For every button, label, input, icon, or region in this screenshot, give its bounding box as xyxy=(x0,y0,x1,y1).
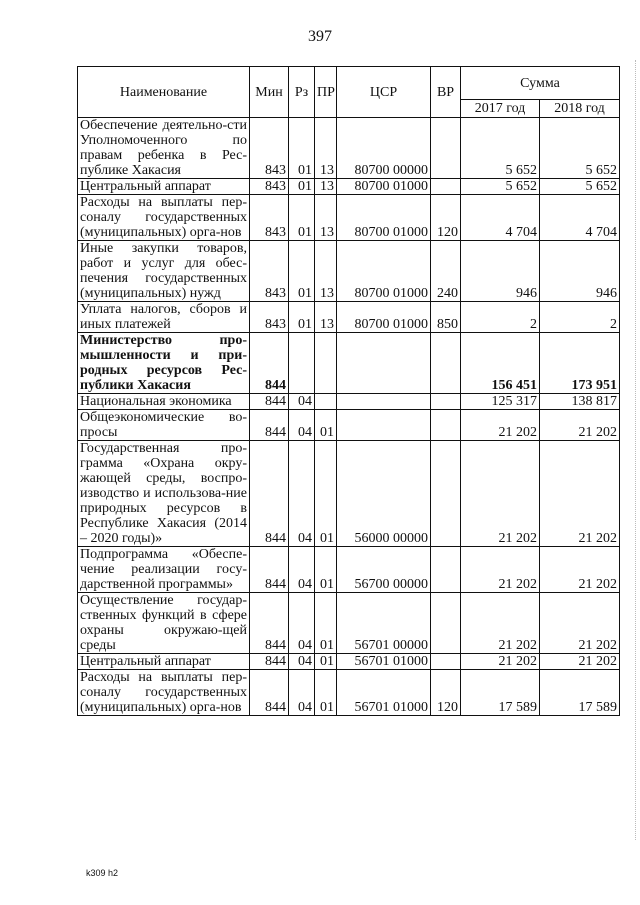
cell-vr xyxy=(431,410,461,441)
cell-pr: 01 xyxy=(315,547,337,593)
cell-rz: 01 xyxy=(289,195,315,241)
table-row xyxy=(78,441,620,547)
cell-sum-2018: 5 652 xyxy=(540,118,620,179)
cell-sum-2018: 21 202 xyxy=(540,547,620,593)
cell-csr: 56700 00000 xyxy=(337,547,431,593)
cell-sum-2018: 17 589 xyxy=(540,670,620,716)
cell-csr: 80700 01000 xyxy=(337,241,431,302)
cell-csr: 80700 01000 xyxy=(337,195,431,241)
header-csr: ЦСР xyxy=(337,67,431,118)
cell-min: 844 xyxy=(250,441,289,547)
cell-min: 844 xyxy=(250,670,289,716)
cell-vr xyxy=(431,441,461,547)
cell-rz: 04 xyxy=(289,410,315,441)
cell-csr xyxy=(337,410,431,441)
cell-sum-2018: 21 202 xyxy=(540,593,620,654)
cell-sum-2018: 946 xyxy=(540,241,620,302)
cell-sum-2017: 5 652 xyxy=(461,179,540,195)
cell-name: Государственная про-грамма «Охрана окру-жающей среды, воспро-изводство и использова-ние природных ресурсов в Республике Хакасия (2014 – 2020 годы)» xyxy=(78,441,250,547)
table-row xyxy=(78,593,620,654)
cell-name: Расходы на выплаты пер-соналу государственных (муниципальных) орга-нов xyxy=(78,195,250,241)
cell-sum-2017: 156 451 xyxy=(461,333,540,394)
cell-name: Расходы на выплаты пер-соналу государственных (муниципальных) орга-нов xyxy=(78,670,250,716)
cell-pr: 01 xyxy=(315,670,337,716)
cell-name: Обеспечение деятельно-сти Уполномоченного по правам ребенка в Рес-публике Хакасия xyxy=(78,118,250,179)
cell-csr: 56701 01000 xyxy=(337,670,431,716)
cell-name: Центральный аппарат xyxy=(78,654,250,670)
cell-vr xyxy=(431,118,461,179)
cell-rz: 01 xyxy=(289,179,315,195)
cell-name: Уплата налогов, сборов и иных платежей xyxy=(78,302,250,333)
cell-min: 844 xyxy=(250,547,289,593)
cell-sum-2017: 5 652 xyxy=(461,118,540,179)
cell-sum-2018: 21 202 xyxy=(540,441,620,547)
cell-name: Центральный аппарат xyxy=(78,179,250,195)
cell-sum-2017: 4 704 xyxy=(461,195,540,241)
header-name: Наименование xyxy=(78,67,250,118)
header-vr: ВР xyxy=(431,67,461,118)
cell-sum-2017: 21 202 xyxy=(461,547,540,593)
cell-sum-2018: 138 817 xyxy=(540,394,620,410)
cell-name: Иные закупки товаров, работ и услуг для обес-печения государственных (муниципальных) нужд xyxy=(78,241,250,302)
header-min: Мин xyxy=(250,67,289,118)
cell-pr: 01 xyxy=(315,441,337,547)
cell-rz xyxy=(289,333,315,394)
cell-pr xyxy=(315,333,337,394)
table-row xyxy=(78,118,620,179)
cell-min: 843 xyxy=(250,179,289,195)
cell-pr xyxy=(315,394,337,410)
cell-vr: 120 xyxy=(431,670,461,716)
table-row xyxy=(78,195,620,241)
footer-code: k309 h2 xyxy=(86,868,119,878)
cell-sum-2018: 2 xyxy=(540,302,620,333)
page-number: 397 xyxy=(308,28,332,45)
cell-vr xyxy=(431,547,461,593)
cell-rz: 04 xyxy=(289,394,315,410)
cell-csr: 56701 00000 xyxy=(337,593,431,654)
cell-sum-2018: 21 202 xyxy=(540,654,620,670)
cell-csr: 56701 01000 xyxy=(337,654,431,670)
cell-rz: 01 xyxy=(289,302,315,333)
cell-min: 843 xyxy=(250,195,289,241)
cell-sum-2018: 5 652 xyxy=(540,179,620,195)
table-row xyxy=(78,394,620,410)
cell-sum-2018: 21 202 xyxy=(540,410,620,441)
cell-rz: 04 xyxy=(289,547,315,593)
table-row xyxy=(78,670,620,716)
cell-min: 844 xyxy=(250,654,289,670)
budget-table xyxy=(77,66,620,716)
cell-pr: 01 xyxy=(315,593,337,654)
cell-vr: 240 xyxy=(431,241,461,302)
cell-name: Национальная экономика xyxy=(78,394,250,410)
cell-rz: 04 xyxy=(289,670,315,716)
cell-pr: 01 xyxy=(315,654,337,670)
cell-vr xyxy=(431,593,461,654)
table-row xyxy=(78,333,620,394)
cell-pr: 13 xyxy=(315,241,337,302)
cell-sum-2018: 173 951 xyxy=(540,333,620,394)
table-row xyxy=(78,241,620,302)
cell-csr xyxy=(337,394,431,410)
cell-min: 843 xyxy=(250,241,289,302)
table-body xyxy=(78,118,620,716)
cell-rz: 01 xyxy=(289,241,315,302)
cell-vr xyxy=(431,333,461,394)
cell-min: 843 xyxy=(250,302,289,333)
header-year-2018: 2018 год xyxy=(540,100,620,118)
cell-min: 843 xyxy=(250,118,289,179)
cell-csr: 80700 00000 xyxy=(337,118,431,179)
cell-rz: 04 xyxy=(289,593,315,654)
cell-vr xyxy=(431,179,461,195)
cell-name: Общеэкономические во-просы xyxy=(78,410,250,441)
cell-csr xyxy=(337,333,431,394)
page-edge xyxy=(633,60,636,840)
table-row xyxy=(78,410,620,441)
cell-csr: 80700 01000 xyxy=(337,179,431,195)
cell-vr: 850 xyxy=(431,302,461,333)
cell-rz: 01 xyxy=(289,118,315,179)
cell-sum-2017: 21 202 xyxy=(461,654,540,670)
cell-sum-2017: 946 xyxy=(461,241,540,302)
cell-pr: 13 xyxy=(315,118,337,179)
cell-csr: 80700 01000 xyxy=(337,302,431,333)
cell-pr: 13 xyxy=(315,179,337,195)
cell-sum-2017: 21 202 xyxy=(461,441,540,547)
cell-pr: 13 xyxy=(315,195,337,241)
table-row xyxy=(78,654,620,670)
table-row xyxy=(78,302,620,333)
cell-vr xyxy=(431,654,461,670)
cell-sum-2017: 21 202 xyxy=(461,410,540,441)
cell-min: 844 xyxy=(250,593,289,654)
table-row xyxy=(78,547,620,593)
cell-sum-2017: 2 xyxy=(461,302,540,333)
cell-min: 844 xyxy=(250,410,289,441)
cell-rz: 04 xyxy=(289,441,315,547)
header-pr: ПР xyxy=(315,67,337,118)
cell-sum-2018: 4 704 xyxy=(540,195,620,241)
cell-name: Осуществление государ-ственных функций в сфере охраны окружаю-щей среды xyxy=(78,593,250,654)
cell-name: Подпрограмма «Обеспе-чение реализации госу-дарственной программы» xyxy=(78,547,250,593)
header-rz: Рз xyxy=(289,67,315,118)
cell-min: 844 xyxy=(250,333,289,394)
cell-vr xyxy=(431,394,461,410)
header-year-2017: 2017 год xyxy=(461,100,540,118)
cell-csr: 56000 00000 xyxy=(337,441,431,547)
cell-pr: 01 xyxy=(315,410,337,441)
table-row xyxy=(78,179,620,195)
header-sum: Сумма xyxy=(461,67,620,100)
cell-vr: 120 xyxy=(431,195,461,241)
cell-rz: 04 xyxy=(289,654,315,670)
cell-sum-2017: 125 317 xyxy=(461,394,540,410)
cell-sum-2017: 17 589 xyxy=(461,670,540,716)
cell-name: Министерство про-мышленности и при-родных ресурсов Рес-публики Хакасия xyxy=(78,333,250,394)
cell-pr: 13 xyxy=(315,302,337,333)
cell-sum-2017: 21 202 xyxy=(461,593,540,654)
cell-min: 844 xyxy=(250,394,289,410)
